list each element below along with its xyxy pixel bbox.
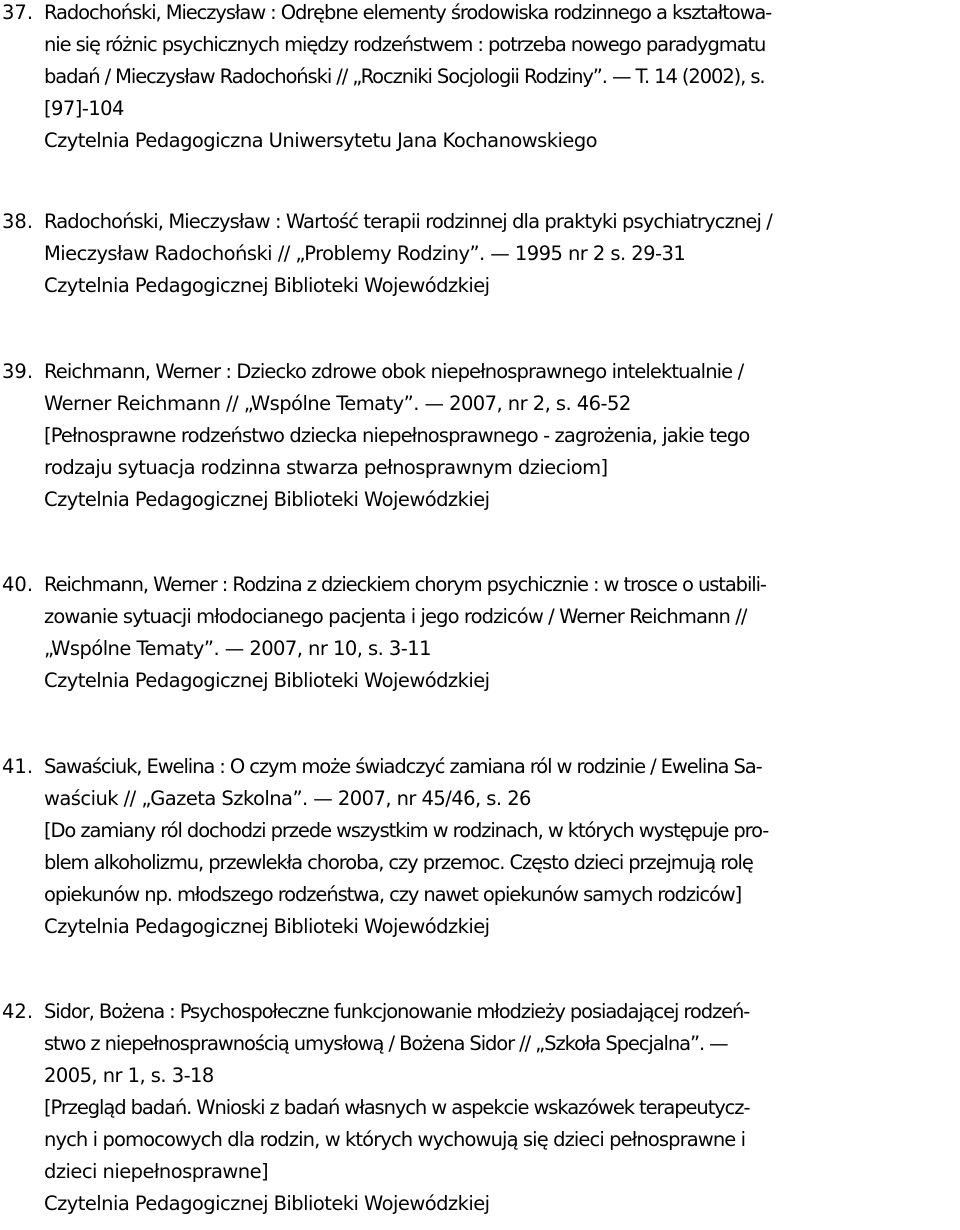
entry-number: 42. — [2, 1000, 34, 1023]
entry-line: nie się różnic psychicznych między rodzeństwem : potrzeba nowego paradygmatu — [44, 33, 766, 56]
entry-line: Radochoński, Mieczysław : Wartość terapii rodzinnej dla praktyki psychiatrycznej / — [44, 210, 772, 233]
entry-line: Mieczysław Radochoński // „Problemy Rodziny”. — 1995 nr 2 s. 29-31 — [44, 242, 686, 265]
entry-text — [44, 0, 955, 157]
bibliography-entry-38 — [0, 206, 955, 302]
entry-line: waściuk // „Gazeta Szkolna”. — 2007, nr 45/46, s. 26 — [44, 787, 531, 810]
entry-line: Reichmann, Werner : Dziecko zdrowe obok niepełnosprawnego intelektualnie / — [44, 360, 744, 383]
bibliography-entry-42 — [0, 996, 955, 1220]
entry-line: badań / Mieczysław Radochoński // „Roczniki Socjologii Rodziny”. — T. 14 (2002), s. — [44, 65, 765, 88]
entry-number: 37. — [2, 1, 34, 24]
entry-number: 40. — [2, 573, 34, 596]
entry-location: Czytelnia Pedagogicznej Biblioteki Wojewódzkiej — [44, 915, 490, 938]
entry-text — [44, 206, 955, 302]
entry-text — [44, 356, 955, 516]
entry-line: dzieci niepełnosprawne] — [44, 1160, 269, 1183]
bibliography-entry-39 — [0, 356, 955, 516]
entry-line: [Do zamiany ról dochodzi przede wszystkim w rodzinach, w których występuje pro- — [44, 819, 769, 842]
entry-line: nych i pomocowych dla rodzin, w których wychowują się dzieci pełnosprawne i — [44, 1128, 746, 1151]
entry-line: [Przegląd badań. Wnioski z badań własnych w aspekcie wskazówek terapeutycz- — [44, 1096, 750, 1119]
entry-line: [97]-104 — [44, 97, 124, 120]
entry-location: Czytelnia Pedagogiczna Uniwersytetu Jana Kochanowskiego — [44, 129, 598, 152]
bibliography-entry-40 — [0, 569, 955, 697]
entry-number: 41. — [2, 755, 34, 778]
bibliography-entry-41 — [0, 751, 955, 943]
entry-line: 2005, nr 1, s. 3-18 — [44, 1064, 214, 1087]
entry-line: Sidor, Bożena : Psychospołeczne funkcjonowanie młodzieży posiadającej rodzeń- — [44, 1000, 750, 1023]
entry-location: Czytelnia Pedagogicznej Biblioteki Wojewódzkiej — [44, 1192, 490, 1215]
entry-line: rodzaju sytuacja rodzinna stwarza pełnosprawnym dzieciom] — [44, 456, 608, 479]
entry-line: Werner Reichmann // „Wspólne Tematy”. — 2007, nr 2, s. 46-52 — [44, 392, 631, 415]
entry-line: zowanie sytuacji młodocianego pacjenta i jego rodziców / Werner Reichmann // — [44, 605, 747, 628]
entry-line: „Wspólne Tematy”. — 2007, nr 10, s. 3-11 — [44, 637, 431, 660]
entry-text — [44, 996, 955, 1220]
entry-line: blem alkoholizmu, przewlekła choroba, czy przemoc. Często dzieci przejmują rolę — [44, 851, 753, 874]
entry-location: Czytelnia Pedagogicznej Biblioteki Wojewódzkiej — [44, 488, 490, 511]
entry-line: Reichmann, Werner : Rodzina z dzieckiem chorym psychicznie : w trosce o ustabili- — [44, 573, 766, 596]
entry-line: Radochoński, Mieczysław : Odrębne elementy środowiska rodzinnego a kształtowa- — [44, 1, 772, 24]
entry-line: stwo z niepełnosprawnością umysłową / Bożena Sidor // „Szkoła Specjalna”. — — [44, 1032, 728, 1055]
entry-location: Czytelnia Pedagogicznej Biblioteki Wojewódzkiej — [44, 669, 490, 692]
entry-number: 38. — [2, 210, 34, 233]
entry-number: 39. — [2, 360, 34, 383]
entry-text — [44, 569, 955, 697]
bibliography-entry-37 — [0, 0, 955, 157]
entry-line: Sawaściuk, Ewelina : O czym może świadczyć zamiana ról w rodzinie / Ewelina Sa- — [44, 755, 762, 778]
entry-location: Czytelnia Pedagogicznej Biblioteki Wojewódzkiej — [44, 274, 490, 297]
entry-line: [Pełnosprawne rodzeństwo dziecka niepełnosprawnego - zagrożenia, jakie tego — [44, 424, 750, 447]
entry-text — [44, 751, 955, 943]
entry-line: opiekunów np. młodszego rodzeństwa, czy nawet opiekunów samych rodziców] — [44, 883, 742, 906]
